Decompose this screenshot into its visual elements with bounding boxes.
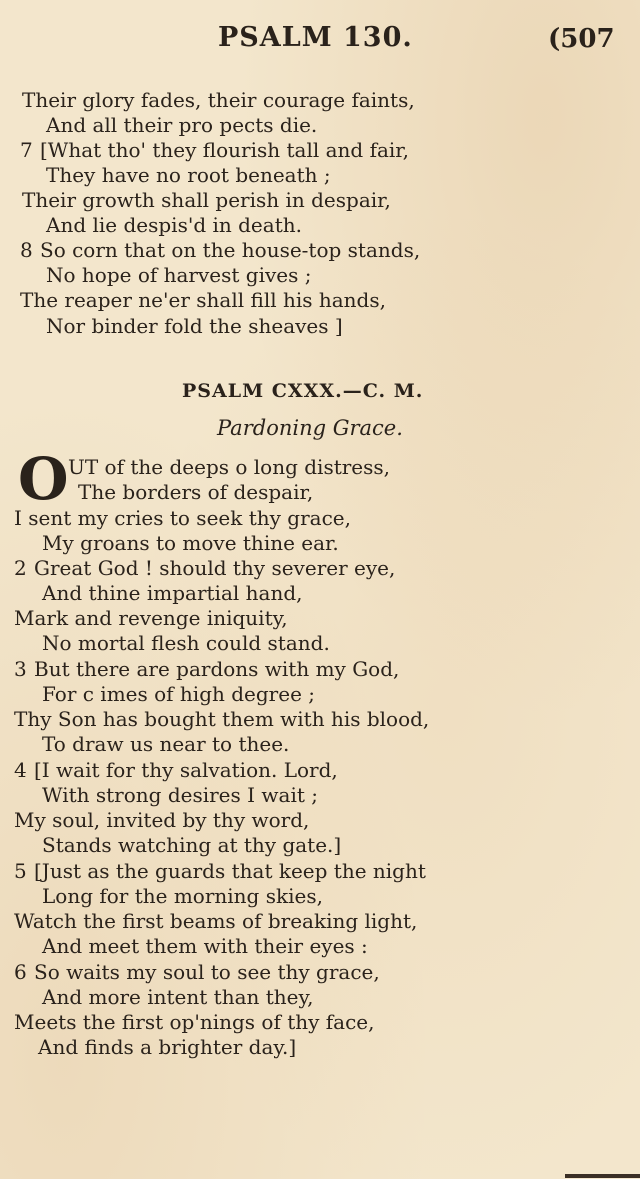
verse-line: My groans to move thine ear.: [42, 531, 339, 555]
verse-line: To draw us near to thee.: [42, 732, 290, 756]
verse-number: 4: [14, 758, 27, 782]
verse-line: And thine impartial hand,: [42, 581, 303, 605]
verse-line: 8 So corn that on the house-top stands,: [20, 238, 421, 262]
verse-line: And lie despis'd in death.: [46, 213, 302, 237]
verse-line: No mortal flesh could stand.: [42, 631, 330, 655]
psalm-heading: PSALM CXXX.—C. M.: [182, 380, 424, 402]
drop-cap: O: [18, 445, 69, 513]
verse-line: Meets the first op'nings of thy face,: [14, 1010, 375, 1034]
verse-line: 7 [What tho' they flourish tall and fair,: [20, 138, 410, 162]
verse-line: The borders of despair,: [78, 480, 314, 504]
verse-line: Long for the morning skies,: [42, 884, 323, 908]
page-number: (507: [548, 24, 615, 54]
verse-line: And meet them with their eyes :: [42, 934, 368, 958]
verse-line: Thy Son has bought them with his blood,: [14, 707, 430, 731]
verse-number: 6: [14, 960, 27, 984]
verse-line: Their glory fades, their courage faints,: [22, 88, 415, 112]
verse-line: For c imes of high degree ;: [42, 682, 316, 706]
verse-line: I sent my cries to seek thy grace,: [14, 506, 351, 530]
verse-line: Watch the first beams of breaking light,: [14, 909, 418, 933]
verse-line: And more intent than they,: [42, 985, 314, 1009]
verse-line: 5 [Just as the guards that keep the night: [14, 859, 426, 883]
verse-line: No hope of harvest gives ;: [46, 263, 312, 287]
verse-line: Mark and revenge iniquity,: [14, 606, 288, 630]
verse-line: 3 But there are pardons with my God,: [14, 657, 400, 681]
psalm-subtitle: Pardoning Grace.: [217, 416, 403, 440]
verse-line: Stands watching at thy gate.]: [42, 833, 342, 857]
verse-line: And finds a brighter day.]: [38, 1035, 297, 1059]
verse-line: 2 Great God ! should thy severer eye,: [14, 556, 396, 580]
verse-line: 4 [I wait for thy salvation. Lord,: [14, 758, 338, 782]
verse-number: 5: [14, 859, 27, 883]
verse-line: UT of the deeps o long distress,: [68, 455, 391, 479]
verse-line: 6 So waits my soul to see thy grace,: [14, 960, 380, 984]
verse-line: And all their pro pects die.: [46, 113, 318, 137]
running-title: PSALM 130.: [218, 22, 413, 53]
verse-number: 2: [14, 556, 27, 580]
verse-number: 7: [20, 138, 33, 162]
verse-number: 8: [20, 238, 33, 262]
page-edge-mark: [565, 1174, 640, 1178]
verse-line: My soul, invited by thy word,: [14, 808, 310, 832]
verse-line: With strong desires I wait ;: [42, 783, 318, 807]
verse-line: Their growth shall perish in despair,: [22, 188, 391, 212]
verse-line: Nor binder fold the sheaves ]: [46, 314, 343, 338]
verse-line: They have no root beneath ;: [46, 163, 331, 187]
verse-number: 3: [14, 657, 27, 681]
verse-line: The reaper ne'er shall fill his hands,: [20, 288, 386, 312]
